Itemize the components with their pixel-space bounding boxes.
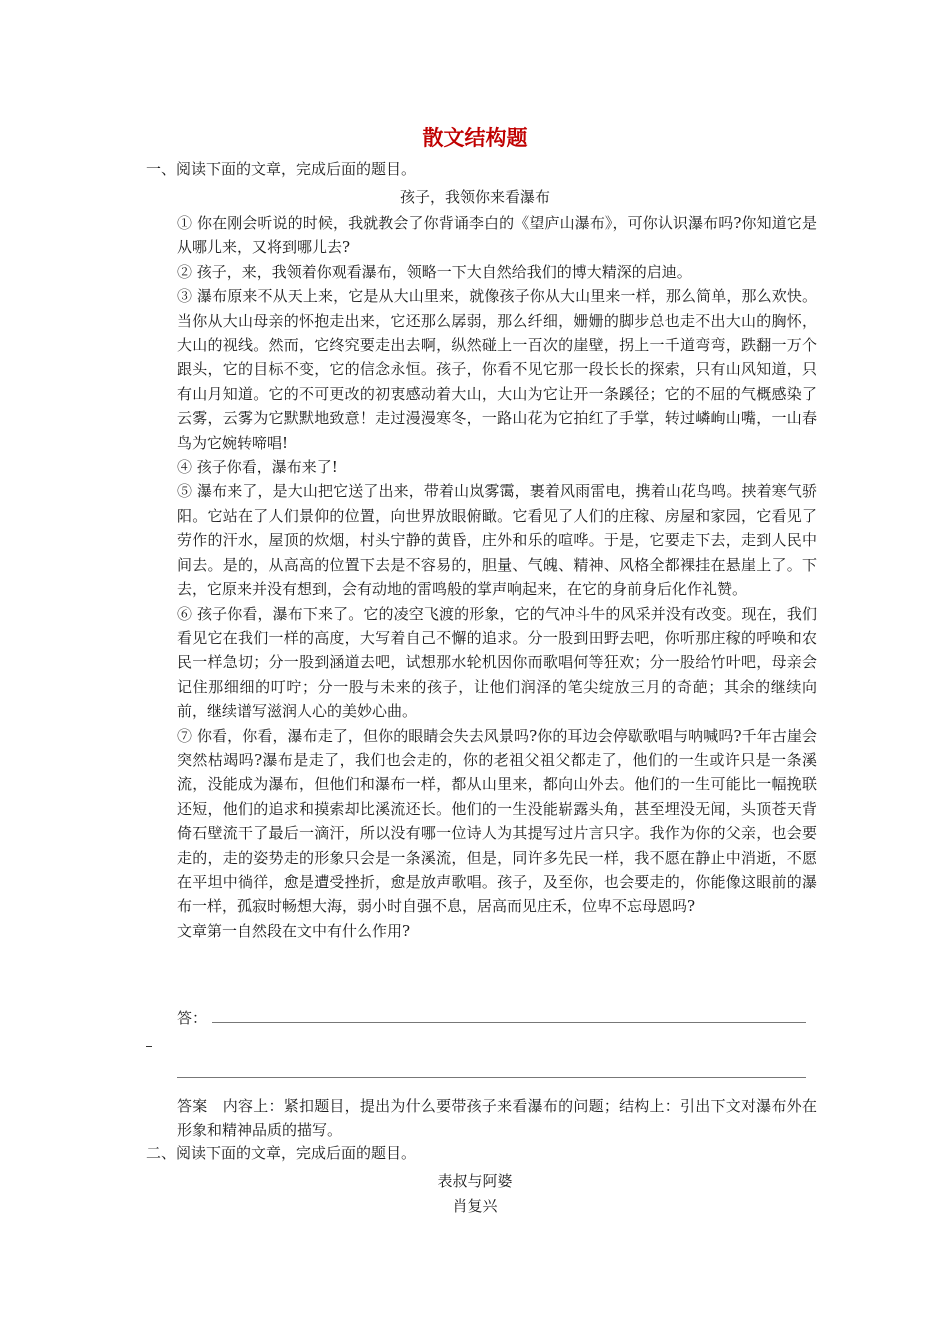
passage-1-body [177, 211, 817, 943]
document-title: 散文结构题 [422, 125, 528, 150]
passage-2-author: 肖复兴 [452, 1197, 498, 1215]
answer-line-2 [177, 1077, 806, 1078]
paragraph-3: ③ 瀑布原来不从天上来，它是从大山里来，就像孩子你从大山里来一样，那么简单，那么欢快。当你从大山母亲的怀抱走出来，它还那么孱弱，那么纤细，姗姗的脚步总也走不出大山的胸怀，大山的视线。然而，它终究要走出去啊，纵然碰上一百次的崖壁，拐上一千道弯弯，跌翻一万个跟头，它的目标不变，它的信念永恒。孩子，你看不见它那一段长长的探索，只有山风知道，只有山月知道。它的不可更改的初衷感动着大山，大山为它让开一条蹊径；它的不屈的气概感染了云雾，云雾为它默默地致意！走过漫漫寒冬，一路山花为它拍红了手掌，转过嶙峋山嘴，一山春鸟为它婉转啼唱! [177, 287, 817, 452]
paragraph-5: ⑤ 瀑布来了，是大山把它送了出来，带着山岚雾霭，裹着风雨雷电，携着山花鸟鸣。挟着寒气骄阳。它站在了人们景仰的位置，向世界放眼俯瞰。它看见了人们的庄稼、房屋和家园，它看见了劳作的汗水，屋顶的炊烟，村头宁静的黄昏，庄外和乐的喧哗。于是，它要走下去，走到人民中间去。是的，从高高的位置下去是不容易的，胆量、气魄、精神、风格全都裸挂在悬崖上了。下去，它原来并没有想到，会有动地的雷鸣般的掌声响起来，在它的身前身后化作礼赞。 [177, 482, 817, 599]
paragraph-4: ④ 孩子你看，瀑布来了! [177, 458, 338, 477]
paragraph-2: ② 孩子，来，我领着你观看瀑布，领略一下大自然给我们的博大精深的启迪。 [177, 262, 692, 281]
question-2-heading: 二、阅读下面的文章，完成后面的题目。 [146, 1144, 417, 1162]
paragraph-6: ⑥ 孩子你看，瀑布下来了。它的凌空飞渡的形象，它的气冲斗牛的风采并没有改变。现在，我们看见它在我们一样的高度，大写着自己不懈的追求。分一股到田野去吧，你听那庄稼的呼唤和农民一样急切；分一股到涵道去吧，试想那水轮机因你而歌唱何等狂欢；分一股给竹叶吧，母亲会记住那细细的叮咛；分一股与未来的孩子，让他们润泽的笔尖绽放三月的奇葩；其余的继续向前，继续谱写滋润人心的美妙心曲。 [177, 604, 817, 721]
question-1-prompt: 文章第一自然段在文中有什么作用? [177, 921, 411, 940]
answer-line-1 [212, 1022, 806, 1023]
paragraph-1: ① 你在刚会听说的时候，我就教会了你背诵李白的《望庐山瀑布》，可你认识瀑布吗?你知道它是从哪儿来，又将到哪儿去? [177, 214, 817, 257]
answer-line-continuation [146, 1046, 152, 1047]
question-1-heading: 一、阅读下面的文章，完成后面的题目。 [146, 160, 417, 178]
passage-1-title: 孩子，我领你来看瀑布 [399, 188, 550, 206]
passage-2-title: 表叔与阿婆 [437, 1172, 513, 1190]
paragraph-7: ⑦ 你看，你看，瀑布走了，但你的眼睛会失去风景吗?你的耳边会停歇歌唱与呐喊吗?千年古崖会突然枯竭吗?瀑布是走了，我们也会走的，你的老祖父祖父都走了，他们的一生或许只是一条溪流，没能成为瀑布，但他们和瀑布一样，都从山里来，都向山外去。他们的一生可能比一幅挽联还短，他们的追求和摸索却比溪流还长。他们的一生没能崭露头角，甚至埋没无闻，头顶苍天背倚石壁流干了最后一滴汗，所以没有哪一位诗人为其提写过片言只字。我作为你的父亲，也会要走的，走的姿势走的形象只会是一条溪流，但是，同许多先民一样，我不愿在静止中消逝，不愿在平坦中徜徉，愈是遭受挫折，愈是放声歌唱。孩子，及至你，也会要走的，你能像这眼前的瀑布一样，孤寂时畅想大海，弱小时自强不息，居高而见庄禾，位卑不忘母恩吗? [177, 726, 817, 916]
answer-block [177, 1094, 817, 1143]
answer-text: 答案 内容上：紧扣题目，提出为什么要带孩子来看瀑布的问题；结构上：引出下文对瀑布外在形象和精神品质的描写。 [177, 1097, 817, 1140]
answer-label: 答： [177, 1009, 208, 1027]
